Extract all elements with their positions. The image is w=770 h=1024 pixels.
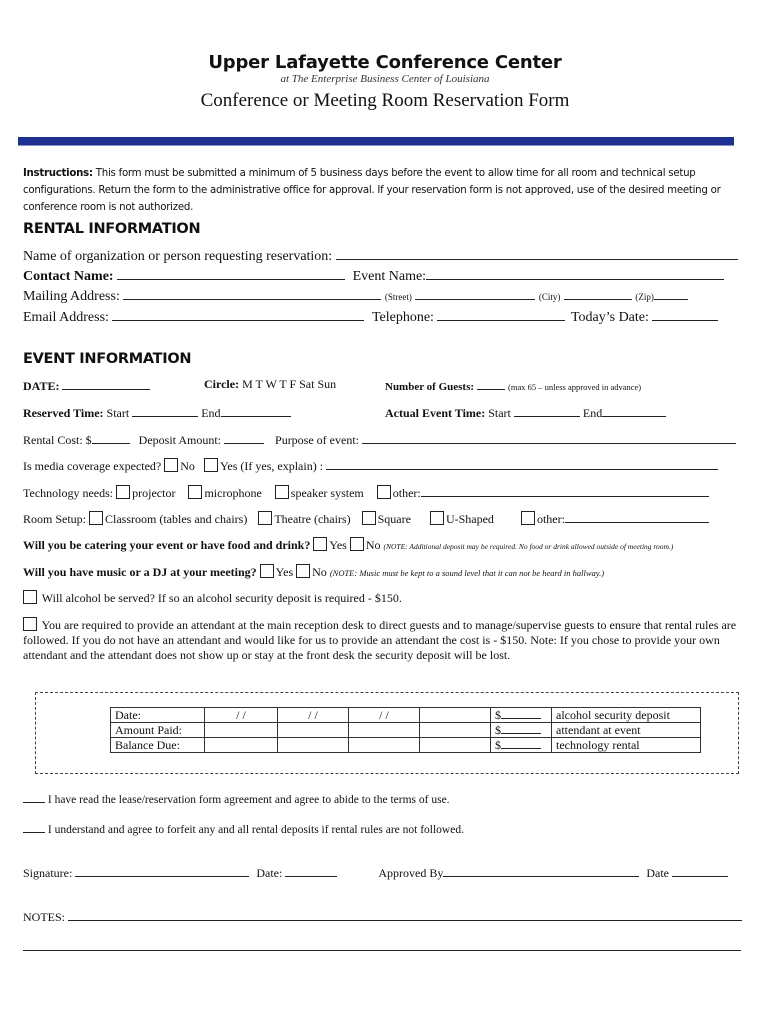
deposit-field[interactable] — [224, 431, 264, 444]
contact-row — [23, 267, 724, 285]
catering-row — [23, 537, 673, 553]
instructions-label: Instructions: — [23, 168, 93, 179]
guests-label: Number of Guests: — [385, 381, 475, 393]
room-other-field[interactable] — [565, 510, 709, 523]
payment-cell[interactable] — [420, 723, 491, 738]
signature-label: Signature: — [23, 866, 73, 880]
city-label: (City) — [538, 292, 561, 302]
alcohol-question: Will alcohol be served? If so an alcohol security deposit is required - $150. — [41, 591, 402, 605]
zip-field-2[interactable] — [654, 287, 688, 300]
tech-speaker-checkbox[interactable] — [275, 485, 289, 499]
notes-label: NOTES: — [23, 910, 65, 924]
guests-field[interactable] — [477, 377, 505, 390]
media-no-label: No — [180, 459, 195, 473]
room-label: Room Setup: — [23, 512, 87, 526]
music-yes-checkbox[interactable] — [260, 564, 274, 578]
cost-row — [23, 431, 736, 448]
signature-row — [23, 864, 728, 881]
fee-amount-cell[interactable] — [491, 708, 552, 723]
payment-cell[interactable] — [205, 723, 278, 738]
room-option-square: Square — [377, 512, 411, 526]
deposit-label: Deposit Amount: — [138, 433, 222, 447]
guests-row — [385, 377, 641, 394]
catering-yes-checkbox[interactable] — [313, 537, 327, 551]
catering-no-checkbox[interactable] — [350, 537, 364, 551]
street-field[interactable] — [123, 287, 381, 300]
tech-option-microphone: microphone — [204, 486, 262, 500]
agreement-row-1 — [23, 790, 450, 806]
street-label: (Street) — [384, 292, 412, 302]
reserved-end-label: End — [201, 406, 221, 420]
payment-row-label: Date: — [111, 708, 205, 723]
music-note: (NOTE: Music must be kept to a sound level that it can not be heard in hallway.) — [329, 568, 605, 578]
day-options[interactable]: M T W T F Sat Sun — [242, 377, 337, 391]
media-explain-field[interactable] — [326, 457, 718, 470]
payment-row-label: Balance Due: — [111, 738, 205, 753]
media-label: Is media coverage expected? — [23, 459, 162, 473]
tech-label: Technology needs: — [23, 486, 114, 500]
room-ushaped-checkbox[interactable] — [430, 511, 444, 525]
payment-cell[interactable]: / / — [349, 708, 420, 723]
email-field[interactable] — [112, 308, 364, 321]
media-row — [23, 457, 718, 474]
actual-start-label: Start — [488, 406, 511, 420]
fee-amount-line — [501, 723, 541, 734]
tech-option-projector: projector — [132, 486, 176, 500]
table-row — [111, 708, 701, 723]
payment-cell[interactable] — [349, 723, 420, 738]
agreement-initial-2[interactable] — [23, 820, 45, 833]
signature-field[interactable] — [75, 864, 249, 877]
approved-by-field[interactable] — [443, 864, 639, 877]
today-date-label: Today’s Date: — [570, 310, 649, 325]
agreement-text-1: I have read the lease/reservation form agreement and agree to abide to the terms of use. — [47, 794, 450, 806]
rental-cost-label: Rental Cost: $ — [23, 433, 92, 447]
center-subtitle: at The Enterprise Business Center of Louisiana — [280, 73, 490, 85]
actual-time-row — [385, 404, 666, 421]
instructions-text: This form must be submitted a minimum of 5 business days before the event to allow time for all room and technical setup configurations. Return the form to the administrative office for approval. If your reservation form is not approved, use of the desired meeting or conference room is not authorized. — [23, 168, 721, 213]
telephone-label: Telephone: — [371, 310, 434, 325]
reserved-time-row — [23, 404, 291, 421]
zip-label: (Zip) — [635, 292, 654, 302]
payment-cell[interactable] — [278, 738, 349, 753]
center-title: Upper Lafayette Conference Center — [208, 52, 562, 73]
city-field[interactable] — [415, 287, 535, 300]
contact-label: Contact Name: — [23, 269, 114, 284]
table-row — [111, 723, 701, 738]
event-name-label: Event Name: — [352, 269, 427, 284]
mailing-label: Mailing Address: — [23, 289, 120, 304]
tech-option-other: other: — [392, 486, 421, 500]
payment-cell[interactable] — [205, 738, 278, 753]
music-no-label: No — [312, 565, 327, 579]
catering-no-label: No — [365, 538, 381, 552]
attendant-paragraph — [23, 617, 739, 663]
form-title: Conference or Meeting Room Reservation Form — [200, 90, 570, 111]
rental-cost-field[interactable] — [92, 431, 130, 444]
signature-date-label: Date: — [256, 866, 283, 880]
payment-row-label: Amount Paid: — [111, 723, 205, 738]
fee-dollar: $ — [495, 723, 501, 737]
notes-field[interactable] — [68, 908, 742, 921]
org-field[interactable] — [336, 247, 738, 260]
reserved-start-label: Start — [106, 406, 130, 420]
agreement-row-2 — [23, 820, 464, 836]
actual-time-label: Actual Event Time: — [385, 406, 486, 420]
contact-field[interactable] — [117, 267, 345, 280]
actual-end-field[interactable] — [602, 404, 666, 417]
music-no-checkbox[interactable] — [296, 564, 310, 578]
approved-by-label: Approved By — [378, 866, 444, 880]
fee-label: technology rental — [552, 738, 701, 753]
tech-other-checkbox[interactable] — [377, 485, 391, 499]
event-date-field[interactable] — [62, 377, 150, 390]
room-classroom-checkbox[interactable] — [89, 511, 103, 525]
tech-microphone-checkbox[interactable] — [188, 485, 202, 499]
zip-field[interactable] — [564, 287, 632, 300]
room-option-classroom: Classroom (tables and chairs) — [105, 512, 248, 526]
reserved-start-field[interactable] — [132, 404, 198, 417]
signature-date-field[interactable] — [285, 864, 337, 877]
attendant-checkbox[interactable] — [23, 617, 37, 631]
room-option-ushaped: U-Shaped — [445, 512, 494, 526]
guests-note: (max 65 – unless approved in advance) — [508, 382, 642, 392]
tech-projector-checkbox[interactable] — [116, 485, 130, 499]
catering-question: Will you be catering your event or have food and drink? — [23, 538, 311, 552]
notes-row — [23, 908, 742, 925]
rental-heading: RENTAL INFORMATION — [23, 221, 201, 237]
room-row — [23, 510, 709, 527]
event-name-field[interactable] — [426, 267, 724, 280]
catering-yes-label: Yes — [329, 538, 347, 552]
telephone-field[interactable] — [437, 308, 565, 321]
payment-cell[interactable] — [420, 708, 491, 723]
room-square-checkbox[interactable] — [362, 511, 376, 525]
circle-days — [204, 377, 336, 392]
date-row — [23, 377, 150, 394]
payment-table — [110, 707, 701, 753]
payment-cell[interactable] — [278, 723, 349, 738]
fee-dollar: $ — [495, 708, 501, 722]
approved-date-field[interactable] — [672, 864, 728, 877]
purpose-field[interactable] — [362, 431, 736, 444]
fee-amount-line — [501, 708, 541, 719]
fee-label: alcohol security deposit — [552, 708, 701, 723]
room-other-checkbox[interactable] — [521, 511, 535, 525]
room-theatre-checkbox[interactable] — [258, 511, 272, 525]
payment-cell[interactable] — [349, 738, 420, 753]
actual-end-label: End — [582, 406, 603, 420]
tech-row — [23, 484, 709, 501]
payment-cell[interactable]: / / — [205, 708, 278, 723]
alcohol-row — [23, 590, 402, 606]
fee-dollar: $ — [495, 738, 501, 752]
approved-date-label: Date — [646, 866, 669, 880]
fee-label: attendant at event — [552, 723, 701, 738]
alcohol-checkbox[interactable] — [23, 590, 37, 604]
fee-amount-cell[interactable] — [491, 738, 552, 753]
payment-cell[interactable] — [420, 738, 491, 753]
music-row — [23, 564, 604, 580]
reserved-time-label: Reserved Time: — [23, 406, 104, 420]
email-label: Email Address: — [23, 310, 109, 325]
tech-option-speaker: speaker system — [290, 486, 364, 500]
reserved-end-field[interactable] — [221, 404, 291, 417]
event-date-label: DATE: — [23, 379, 60, 393]
catering-note: (NOTE: Additional deposit may be required. No food or drink allowed outside of meeting room.) — [383, 542, 674, 551]
fee-amount-line — [501, 738, 541, 749]
instructions — [23, 165, 745, 216]
fee-amount-cell[interactable] — [491, 723, 552, 738]
event-heading: EVENT INFORMATION — [23, 351, 192, 367]
table-row — [111, 738, 701, 753]
tech-other-field[interactable] — [421, 484, 709, 497]
media-no-checkbox[interactable] — [164, 458, 178, 472]
media-yes-checkbox[interactable] — [204, 458, 218, 472]
notes-line-2[interactable] — [23, 950, 741, 951]
today-date-field[interactable] — [652, 308, 718, 321]
agreement-text-2: I understand and agree to forfeit any and all rental deposits if rental rules are not followed. — [47, 824, 464, 836]
music-yes-label: Yes — [275, 565, 294, 579]
attendant-text: You are required to provide an attendant at the main reception desk to direct guests and to manage/supervise guests to ensure that rental rules are followed. If you do not have an attendant and would like for us to provide an attendant the cost is - $150. Note: If you chose to provide your own attendant and the attendant does not show up or stay at the front desk the security deposit will be lost. — [23, 618, 737, 662]
agreement-initial-1[interactable] — [23, 790, 45, 803]
room-option-theatre: Theatre (chairs) — [274, 512, 351, 526]
mailing-row — [23, 287, 688, 305]
music-question: Will you have music or a DJ at your meeting? — [23, 565, 257, 579]
purpose-label: Purpose of event: — [275, 433, 359, 447]
room-option-other: other: — [536, 512, 565, 526]
org-label: Name of organization or person requesting reservation: — [23, 249, 333, 264]
media-yes-label: Yes (If yes, explain) : — [219, 459, 324, 473]
circle-label: Circle: — [204, 377, 240, 391]
email-row — [23, 308, 718, 326]
actual-start-field[interactable] — [514, 404, 580, 417]
org-row — [23, 247, 738, 265]
header-divider — [18, 137, 734, 145]
payment-cell[interactable]: / / — [278, 708, 349, 723]
